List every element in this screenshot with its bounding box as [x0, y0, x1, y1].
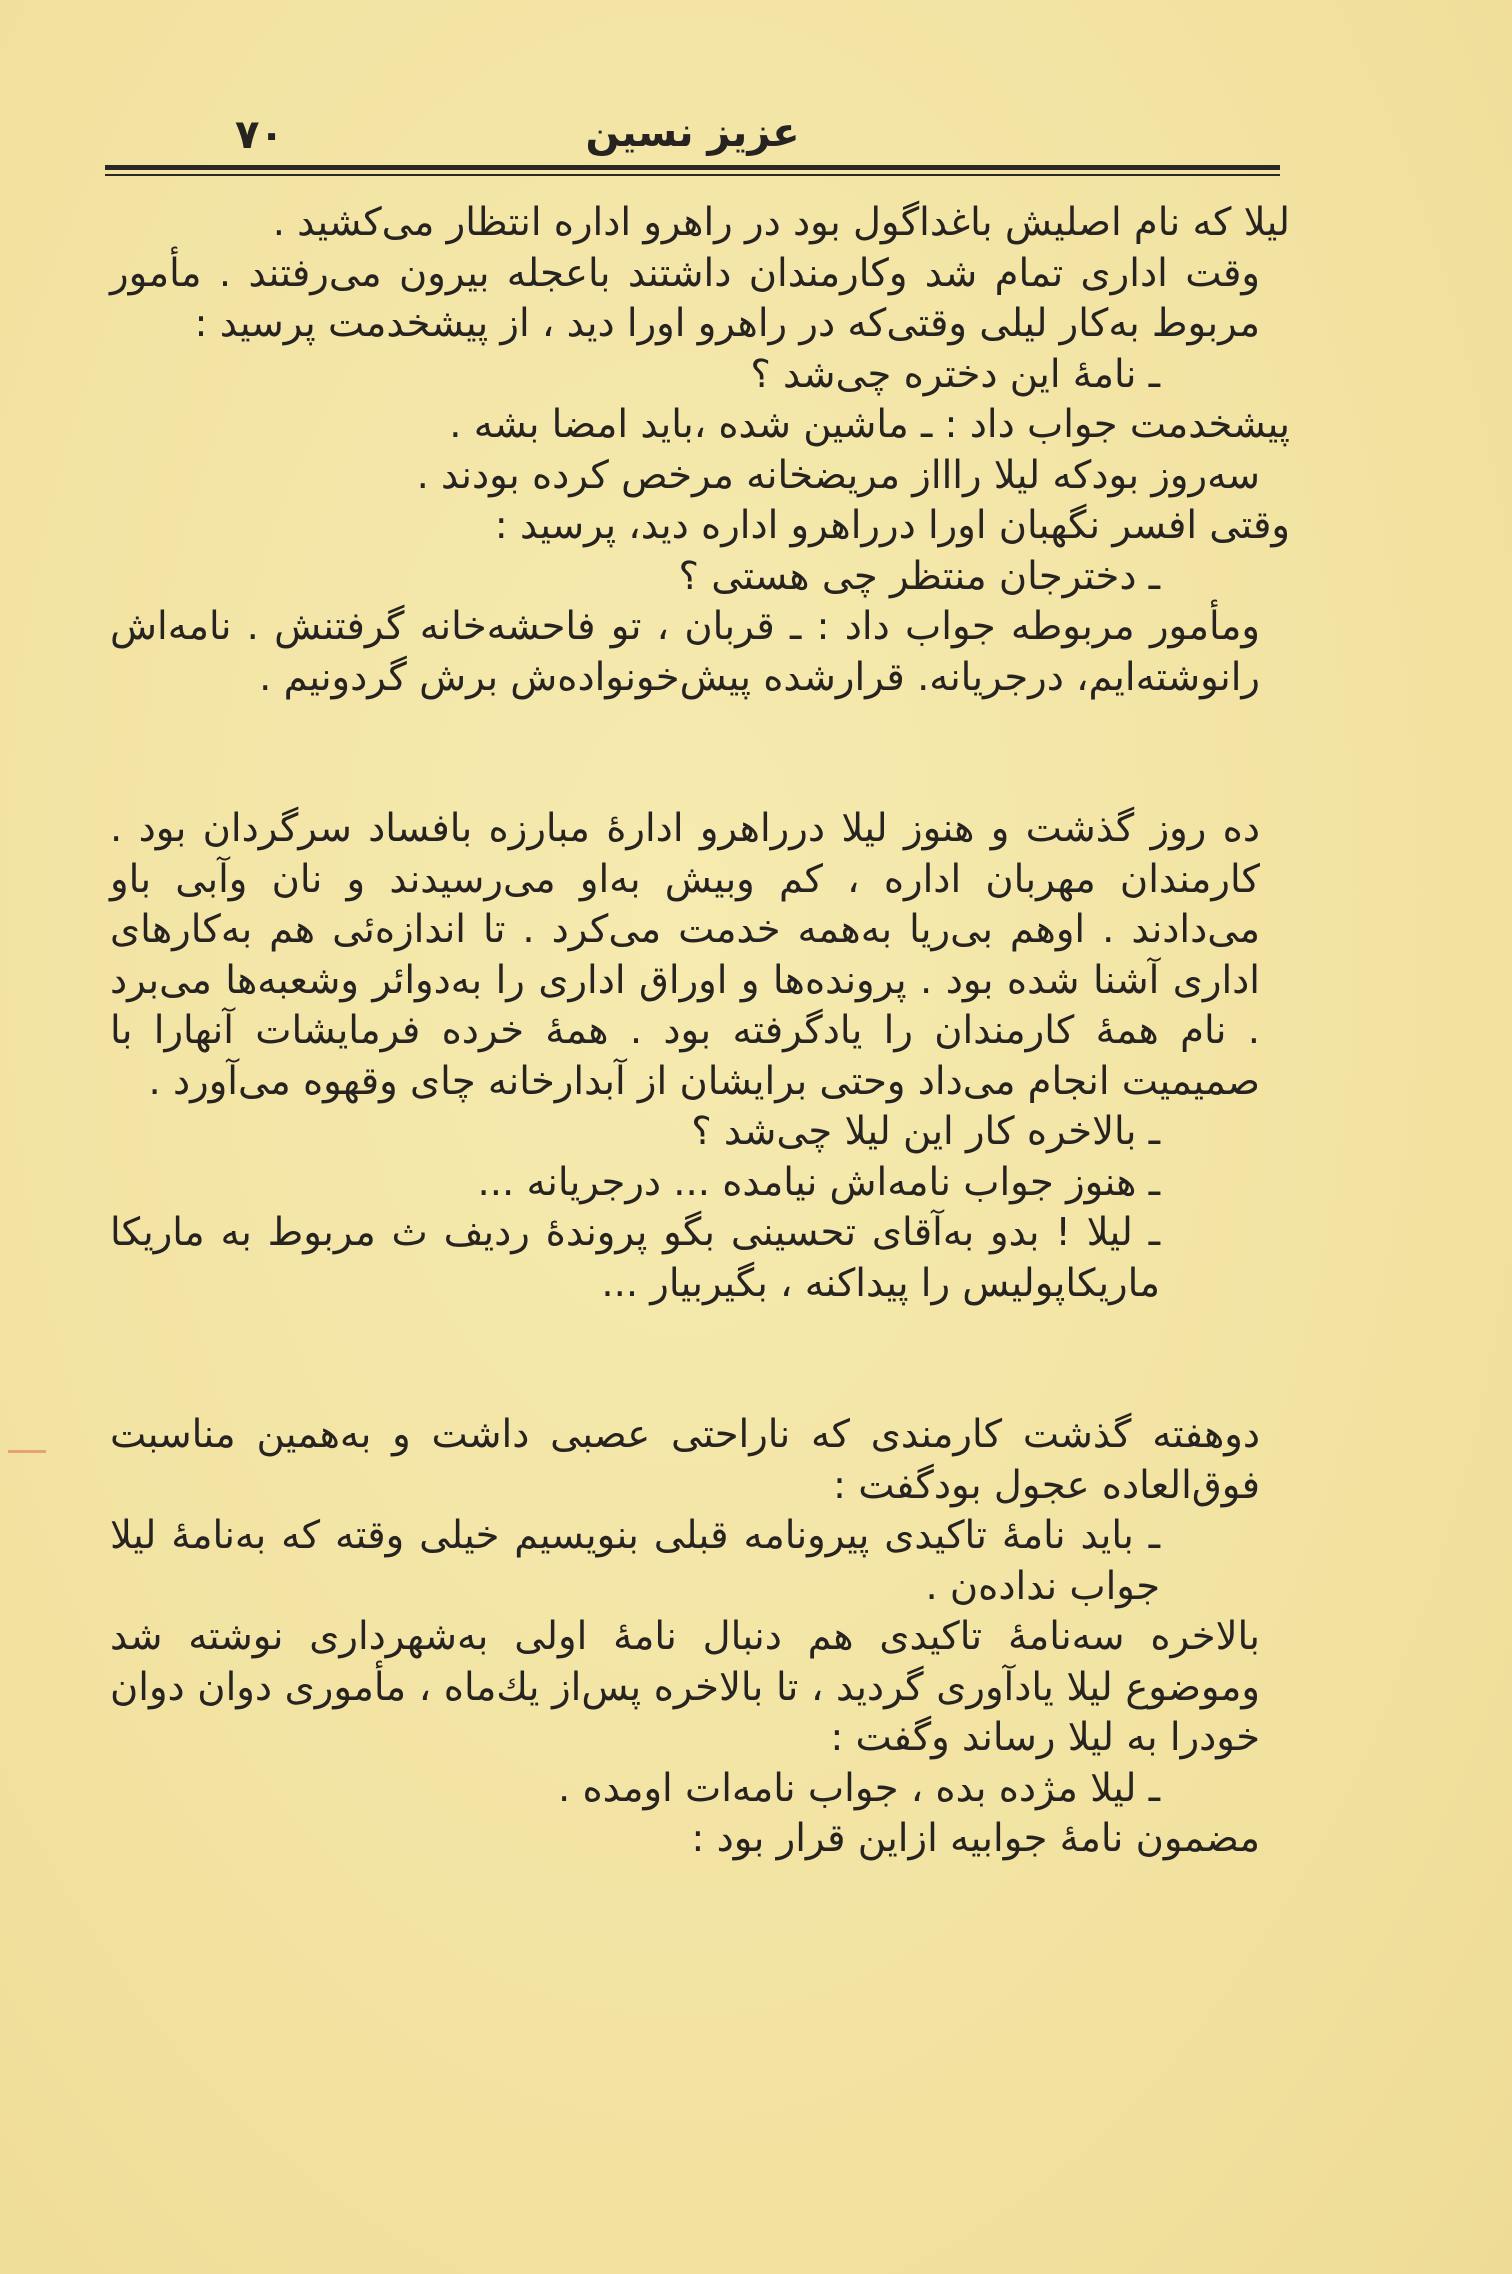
margin-pencil-mark: [8, 1450, 46, 1453]
paragraph: ومأمور مربوطه جواب داد : ـ قربان ، تو فاحشه‌خانه گرفتنش . نامه‌اش رانوشته‌ایم، درجریانه. قرارشده پیش‌خونواده‌ش برش گردونیم .: [110, 604, 1260, 700]
paragraph: مضمون نامهٔ جوابیه ازاین قرار بود :: [691, 1816, 1260, 1861]
paragraph: ده روز گذشت و هنوز لیلا درراهرو ادارهٔ مبارزه بافساد سرگردان بود . کارمندان مهربان اداره ، کم وبیش به‌او می‌رسیدند و نان وآبی باو می‌دادند . اوهم بی‌ریا به‌همه خدمت می‌کرد . تا اندازه‌ئی هم به‌کارهای اداری آشنا شده بود . پرونده‌ها و اوراق اداری را به‌دوائر وشعبه‌ها می‌برد . نام همهٔ کارمندان را یادگرفته بود . همهٔ خرده فرمایشات آنهارا با صمیمیت انجام می‌داد وحتی برایشان از آبدارخانه چای وقهوه می‌آورد .: [110, 806, 1260, 1104]
header-rule-thick: [105, 165, 1280, 170]
section-gap: [110, 703, 1290, 804]
dialogue-line: ـ باید نامهٔ تاکیدی پیرونامه قبلی بنویسیم خیلی وقته که به‌نامهٔ لیلا جواب نداده‌ن .: [110, 1513, 1160, 1609]
header-rule-thin: [105, 174, 1280, 176]
page-number: ٧٠: [235, 112, 284, 158]
dialogue-line: ـ لیلا ! بدو به‌آقای تحسینی بگو پروندهٔ ردیف ث مربوط به ماریکا ماریکاپولیس را پیداکنه ، بگیربیار ...: [110, 1210, 1160, 1306]
paragraph: سه‌روز بودکه لیلا راااز مریضخانه مرخص کرده بودند .: [416, 452, 1260, 498]
paragraph: دوهفته گذشت کارمندی که ناراحتی عصبی داشت و به‌همین مناسبت فوق‌العاده عجول بودگفت :: [110, 1412, 1260, 1508]
dialogue-line: ـ هنوز جواب نامه‌اش نیامده ... درجریانه ...: [477, 1159, 1160, 1205]
dialogue-line: ـ لیلا مژده بده ، جواب نامه‌ات اومده .: [557, 1765, 1160, 1811]
page-header: [105, 100, 1280, 170]
body-text: [110, 198, 1290, 1865]
paragraph: وقتی افسر نگهبان اورا درراهرو اداره دید، پرسید :: [494, 503, 1290, 548]
dialogue-line: ـ نامهٔ این دختره چی‌شد ؟: [750, 351, 1160, 397]
dialogue-line: ـ بالاخره کار این لیلا چی‌شد ؟: [691, 1109, 1160, 1154]
paragraph: بالاخره سه‌نامهٔ تاکیدی هم دنبال نامهٔ اولی به‌شهرداری نوشته شد وموضوع لیلا یادآوری گردید ، تا بالاخره پس‌از یك‌ماه ، مأموری دوان دوان خودرا به لیلا رساند وگفت :: [110, 1614, 1260, 1760]
running-title: عزیز نسین: [585, 110, 800, 156]
paragraph: پیشخدمت جواب داد : ـ ماشین شده ،باید امضا بشه .: [449, 402, 1290, 447]
section-gap: [110, 1309, 1290, 1410]
paragraph: وقت اداری تمام شد وکارمندان داشتند باعجله بیرون می‌رفتند . مأمور مربوط به‌کار لیلی وقتی‌که در راهرو اورا دید ، از پیشخدمت پرسید :: [110, 250, 1260, 346]
dialogue-line: ـ دخترجان منتظر چی هستی ؟: [678, 553, 1160, 599]
paragraph: لیلا که نام اصلیش باغداگول بود در راهرو اداره انتظار می‌کشید .: [272, 200, 1290, 245]
